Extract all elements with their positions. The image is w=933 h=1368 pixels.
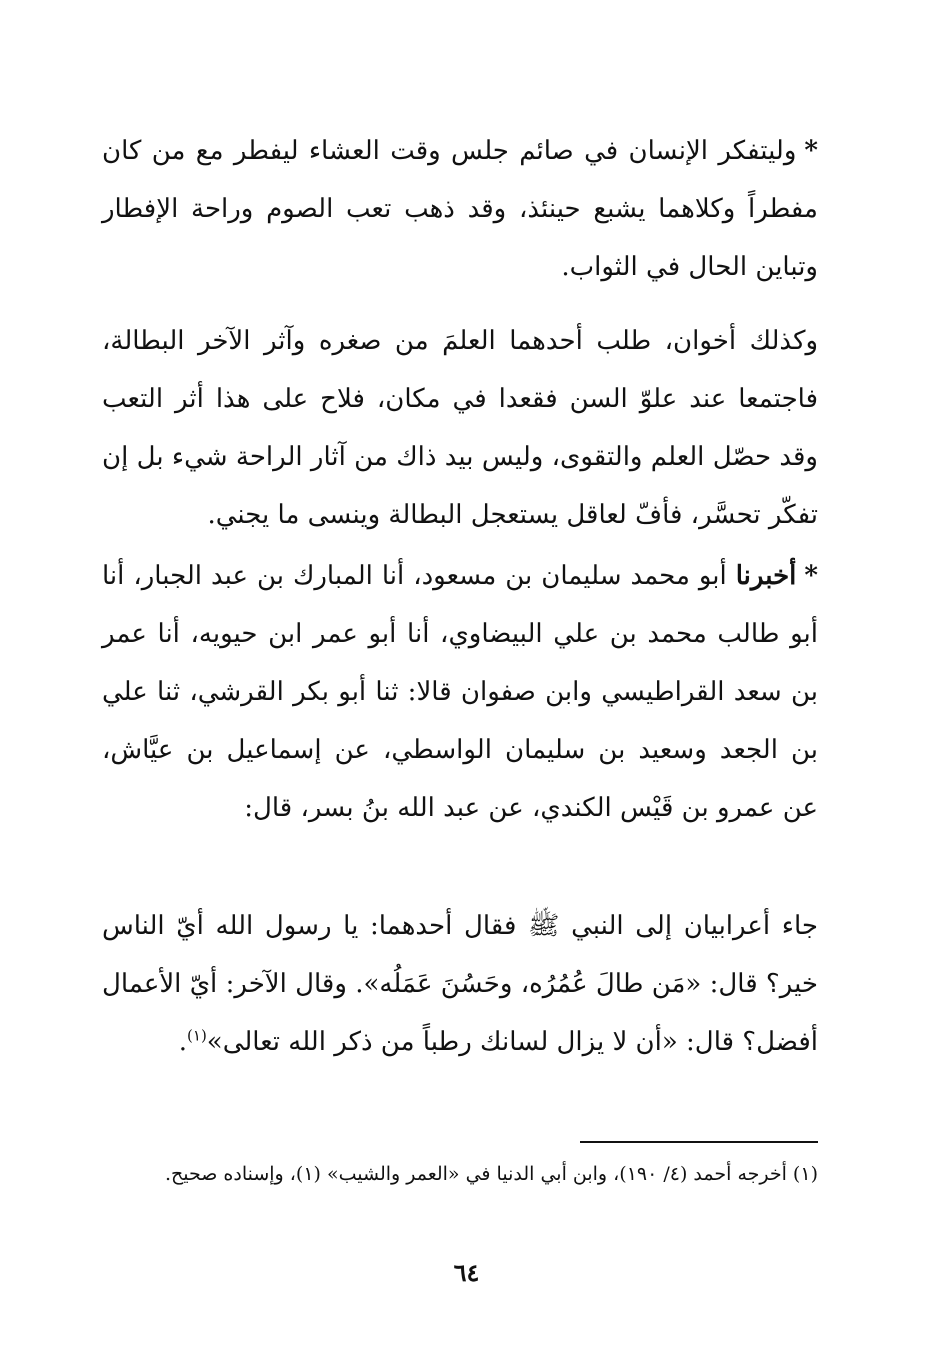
footnote-divider — [580, 1141, 818, 1143]
paragraph-1 — [102, 122, 818, 296]
paragraph-2 — [102, 312, 818, 544]
footnote — [102, 1152, 818, 1196]
footnote-text: (١) أخرجه أحمد (٤/ ١٩٠)، وابن أبي الدنيا في «العمر والشيب» (١)، وإسناده صحيح. — [164, 1163, 818, 1185]
paragraph-4 — [102, 897, 818, 1071]
paragraph-2-text: وكذلك أخوان، طلب أحدهما العلمَ من صغره وآثر الآخر البطالة، فاجتمعا عند علوّ السن فقعدا في مكان، فلاح على هذا أثر التعب وقد حصّل العلم والتقوى، وليس بيد ذاك من آثار الراحة شيء بل إن تفكّر تحسَّر، فأفّ لعاقل يستعجل البطالة وينسى ما يجني. — [102, 326, 818, 530]
paragraph-1-text: وليتفكر الإنسان في صائم جلس وقت العشاء ليفطر مع من كان مفطراً وكلاهما يشبع حينئذ، وقد ذهب تعب الصوم وراحة الإفطار وتباين الحال في الثواب. — [102, 136, 818, 282]
paragraph-3-text: أبو محمد سليمان بن مسعود، أنا المبارك بن عبد الجبار، أنا أبو طالب محمد بن علي البيضاوي، أنا أبو عمر ابن حيويه، أنا عمر بن سعد القراطيسي وابن صفوان قالا: ثنا أبو بكر القرشي، ثنا علي بن الجعد وسعيد بن سليمان الواسطي، عن إسماعيل بن عيَّاش، عن عمرو بن قَيْس الكندي، عن عبد الله بنُ بسر، قال: — [102, 561, 818, 823]
paragraph-3-lead: أخبرنا — [735, 561, 797, 591]
asterisk-marker-icon: * — [804, 561, 819, 591]
paragraph-4-end: . — [178, 1027, 188, 1057]
paragraph-3 — [102, 547, 818, 837]
paragraph-4-text: جاء أعرابيان إلى النبي ﷺ فقال أحدهما: يا رسول الله أيّ الناس خير؟ قال: «مَن طالَ عُمُرُه، وحَسُنَ عَمَلُه». وقال الآخر: أيّ الأعمال أفضل؟ قال: «أن لا يزال لسانك رطباً من ذكر الله تعالى» — [102, 911, 818, 1057]
asterisk-marker-icon: * — [804, 136, 818, 166]
footnote-reference: (١) — [187, 1026, 207, 1045]
page-number: ٦٤ — [453, 1258, 480, 1287]
